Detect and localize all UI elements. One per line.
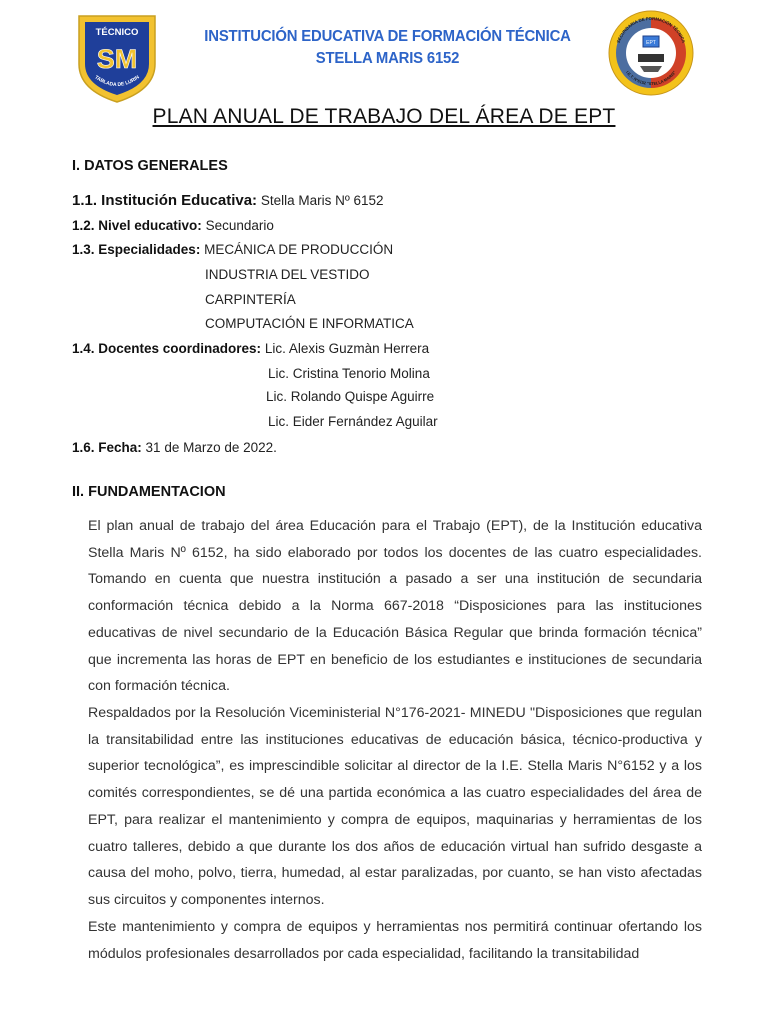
- ept-gear-logo: [606, 8, 696, 98]
- field-fecha-value: 31 de Marzo de 2022.: [145, 440, 277, 455]
- field-nivel: [72, 218, 274, 233]
- field-fecha: [72, 440, 277, 455]
- school-shield-logo: [76, 12, 158, 104]
- docente-item: Lic. Alexis Guzmàn Herrera: [264, 341, 430, 356]
- docente-item: Lic. Rolando Quispe Aguirre: [266, 389, 435, 404]
- shield-logo-bottom-text: TABLADA DE LURIN: [93, 74, 141, 89]
- institution-name: INSTITUCIÓN EDUCATIVA DE FORMACIÓN TÉCNICA: [204, 28, 571, 45]
- gear-logo-top-text: SECUNDARIA DE FORMACIÓN TÉCNICA: [615, 15, 687, 44]
- field-especialidades: [72, 242, 393, 257]
- gear-logo-bottom-text: I.E.T. N°6152 "STELLA MARIS": [625, 69, 677, 87]
- shield-logo-top-text: TÉCNICO: [95, 27, 139, 38]
- field-fecha-label: 1.6. Fecha:: [72, 440, 142, 455]
- especialidad-item: CARPINTERÍA: [205, 292, 296, 307]
- institution-subname: STELLA MARIS 6152: [315, 50, 460, 67]
- especialidad-item: COMPUTACIÓN E INFORMATICA: [205, 316, 414, 331]
- paragraph-fundamentacion-2: Respaldados por la Resolución Viceministerial N°176-2021- MINEDU "Disposiciones que regulan la transitabilidad entre las instituciones educativas de educación básica, técnico-productiva y superior tecnológica”, es imprescindible solicitar al director de la I.E. Stella Maris N°6152 y a los comités correspondientes, se dé una partida económica a las cuatro especialidades del área de EPT, para realizar el mantenimiento y compra de equipos, maquinarias y herramientas de los cuatro talleres, debido a que durante los dos años de educación virtual han sufrido desgaste a causa del moho, polvo, tierra, humedad, al estar paralizadas, por cuanto, se han visto afectadas sus circuitos y componentes internos.: [88, 705, 702, 908]
- shield-logo-initials: SM: [96, 44, 138, 74]
- docente-item: Lic. Cristina Tenorio Molina: [268, 366, 430, 381]
- field-nivel-label: 1.2. Nivel educativo:: [72, 218, 202, 233]
- gear-logo-monitor-text: EPT: [646, 40, 656, 46]
- field-institucion-value: Stella Maris Nº 6152: [260, 193, 384, 208]
- field-docentes: [72, 341, 429, 356]
- paragraph-fundamentacion-3: Este mantenimiento y compra de equipos y herramientas nos permitirá continuar ofertando los módulos profesionales desarrollados por cada especialidad, facilitando la transitabilidad: [88, 919, 702, 962]
- field-especialidades-label: 1.3. Especialidades:: [72, 242, 201, 257]
- field-institucion-label: 1.1. Institución Educativa:: [72, 192, 258, 209]
- docente-item: Lic. Eider Fernández Aguilar: [268, 414, 438, 429]
- section-heading-fundamentacion: II. FUNDAMENTACION: [72, 484, 226, 500]
- section-heading-datos-generales: I. DATOS GENERALES: [72, 158, 228, 174]
- especialidad-item: MECÁNICA DE PRODUCCIÓN: [204, 242, 394, 257]
- document-title: PLAN ANUAL DE TRABAJO DEL ÁREA DE EPT: [152, 105, 616, 128]
- especialidad-item: INDUSTRIA DEL VESTIDO: [205, 267, 370, 282]
- field-docentes-label: 1.4. Docentes coordinadores:: [72, 341, 262, 356]
- field-nivel-value: Secundario: [205, 218, 274, 233]
- field-institucion: [72, 192, 384, 209]
- paragraph-fundamentacion-1: El plan anual de trabajo del área Educación para el Trabajo (EPT), de la Institución educativa Stella Maris Nº 6152, ha sido elaborado por todos los docentes de las cuatro especialidades. Tomando en cuenta que nuestra institución a pasado a ser una institución de secundaria conformación técnica debido a la Norma 667-2018 “Disposiciones para las instituciones educativas de nivel secundario de la Educación Básica Regular que brinda formación técnica” que incrementa las horas de EPT en beneficio de los estudiantes e instituciones de secundaria con formación técnica.: [88, 518, 702, 695]
